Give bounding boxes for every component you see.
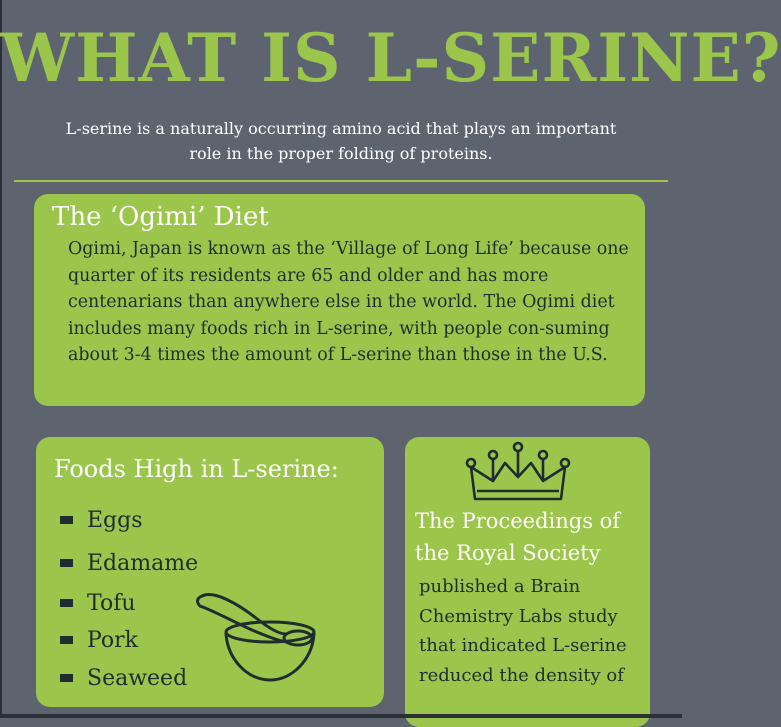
crown-icon <box>463 441 573 503</box>
page-title: WHAT IS L-SERINE? <box>0 19 781 97</box>
ogimi-body: Ogimi, Japan is known as the ‘Village of Long Life’ because one quarter of its residents are 65 and older and has more centenarians than anywhere else in the world. The Ogimi diet includes many foods rich in L-serine, with people con-suming about 3-4 times the amount of L-serine than those in the U.S. <box>68 239 629 366</box>
bullet-icon <box>60 674 73 682</box>
foods-heading: Foods High in L-serine: <box>54 455 339 483</box>
food-item-eggs <box>60 505 143 535</box>
bottom-edge <box>0 714 682 718</box>
bullet-icon <box>60 559 73 567</box>
ogimi-heading: The ‘Ogimi’ Diet <box>52 202 269 232</box>
bullet-icon <box>60 516 73 524</box>
food-label: Edamame <box>87 550 199 576</box>
bullet-icon <box>60 599 73 607</box>
ogimi-diet-card <box>34 194 645 406</box>
food-item-edamame <box>60 548 198 578</box>
food-item-seaweed <box>60 663 187 693</box>
bullet-icon <box>60 636 73 644</box>
food-label: Eggs <box>87 507 143 533</box>
royal-heading: The Proceedings of the Royal Society <box>415 509 621 565</box>
intro-text: L-serine is a naturally occurring amino acid that plays an important role in the proper folding of proteins. <box>65 119 617 163</box>
food-item-tofu <box>60 588 136 618</box>
bowl-spoon-icon <box>194 588 326 686</box>
food-label: Tofu <box>87 590 136 616</box>
food-label: Pork <box>87 627 139 653</box>
food-item-pork <box>60 625 138 655</box>
divider <box>14 180 668 182</box>
left-edge <box>0 0 2 718</box>
royal-body: published a Brain Chemistry Labs study that indicated L-serine reduced the density of <box>419 576 627 686</box>
food-label: Seaweed <box>87 665 188 691</box>
